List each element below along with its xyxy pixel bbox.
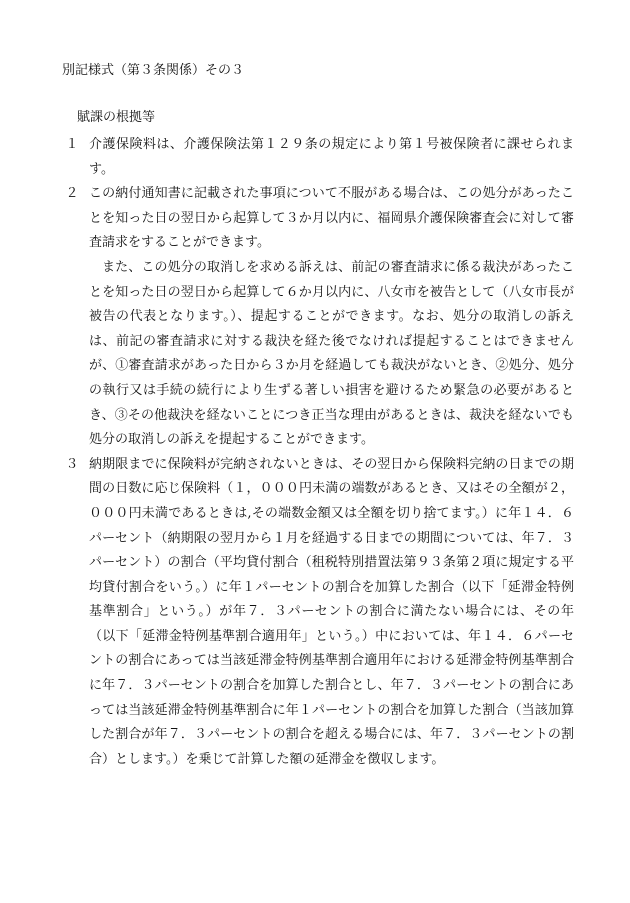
clause-paragraph: また、この処分の取消しを求める訴えは、前記の審査請求に係る裁決があったことを知った日の翌日から起算して６か月以内に、八女市を被告として（八女市長が被告の代表となります。）、提起することができます。なお、処分の取消しの訴えは、前記の審査請求に対する裁決を経た後でなければ提起することはできませんが、①審査請求があった日から３か月を経過しても裁決がないとき、②処分、処分の執行又は手続の続行により生ずる著しい損害を避けるため緊急の必要があるとき、③その他裁決を経ないことにつき正当な理由があるときは、裁決を経ないでも処分の取消しの訴えを提起することができます。 xyxy=(89,259,574,448)
clause-paragraph: この納付通知書に記載された事項について不服がある場合は、この処分があったことを知った日の翌日から起算して３か月以内に、福岡県介護保険審査会に対して審査請求をすることができます。 xyxy=(89,186,574,251)
clause-number: ２ xyxy=(65,186,79,202)
clause-number: １ xyxy=(65,137,79,152)
clause-number: ３ xyxy=(65,456,79,472)
document-body xyxy=(62,133,574,772)
clause-paragraph: 介護保険料は、介護保険法第１２９条の規定により第１号被保険者に課せられます。 xyxy=(89,137,574,177)
form-header: 別記様式（第３条関係）その３ xyxy=(62,63,245,78)
section-title: 賦課の根拠等 xyxy=(77,110,156,125)
clause-paragraph: 納期限までに保険料が完納されないときは、その翌日から保険料完納の日までの期間の日数に応じ保険料（１，０００円未満の端数があるとき、又はその全額が２，０００円未満であるときは,その端数金額又は全額を切り捨てます。）に年１４．６パーセント（納期限の翌月から１月を経過する日までの期間については、年７．３パーセント）の割合（平均貸付割合（租税特別措置法第９３条第２項に規定する平均貸付割合をいう。）に年１パーセントの割合を加算した割合（以下「延滞金特例基準割合」という。）が年７．３パーセントの割合に満たない場合には、その年（以下「延滞金特例基準割合適用年」という。）中においては、年１４．６パーセントの割合にあっては当該延滞金特例基準割合適用年における延滞金特例基準割合に年７．３パーセントの割合を加算した割合とし、年７．３パーセントの割合にあっては当該延滞金特例基準割合に年１パーセントの割合を加算した割合（当該加算した割合が年７．３パーセントの割合を超える場合には、年７．３パーセントの割合）とします。）を乗じて計算した額の延滞金を徴収します。 xyxy=(89,456,574,767)
clause-item-2 xyxy=(62,182,574,453)
clause-item-1 xyxy=(62,133,574,182)
clause-item-3 xyxy=(62,453,574,773)
